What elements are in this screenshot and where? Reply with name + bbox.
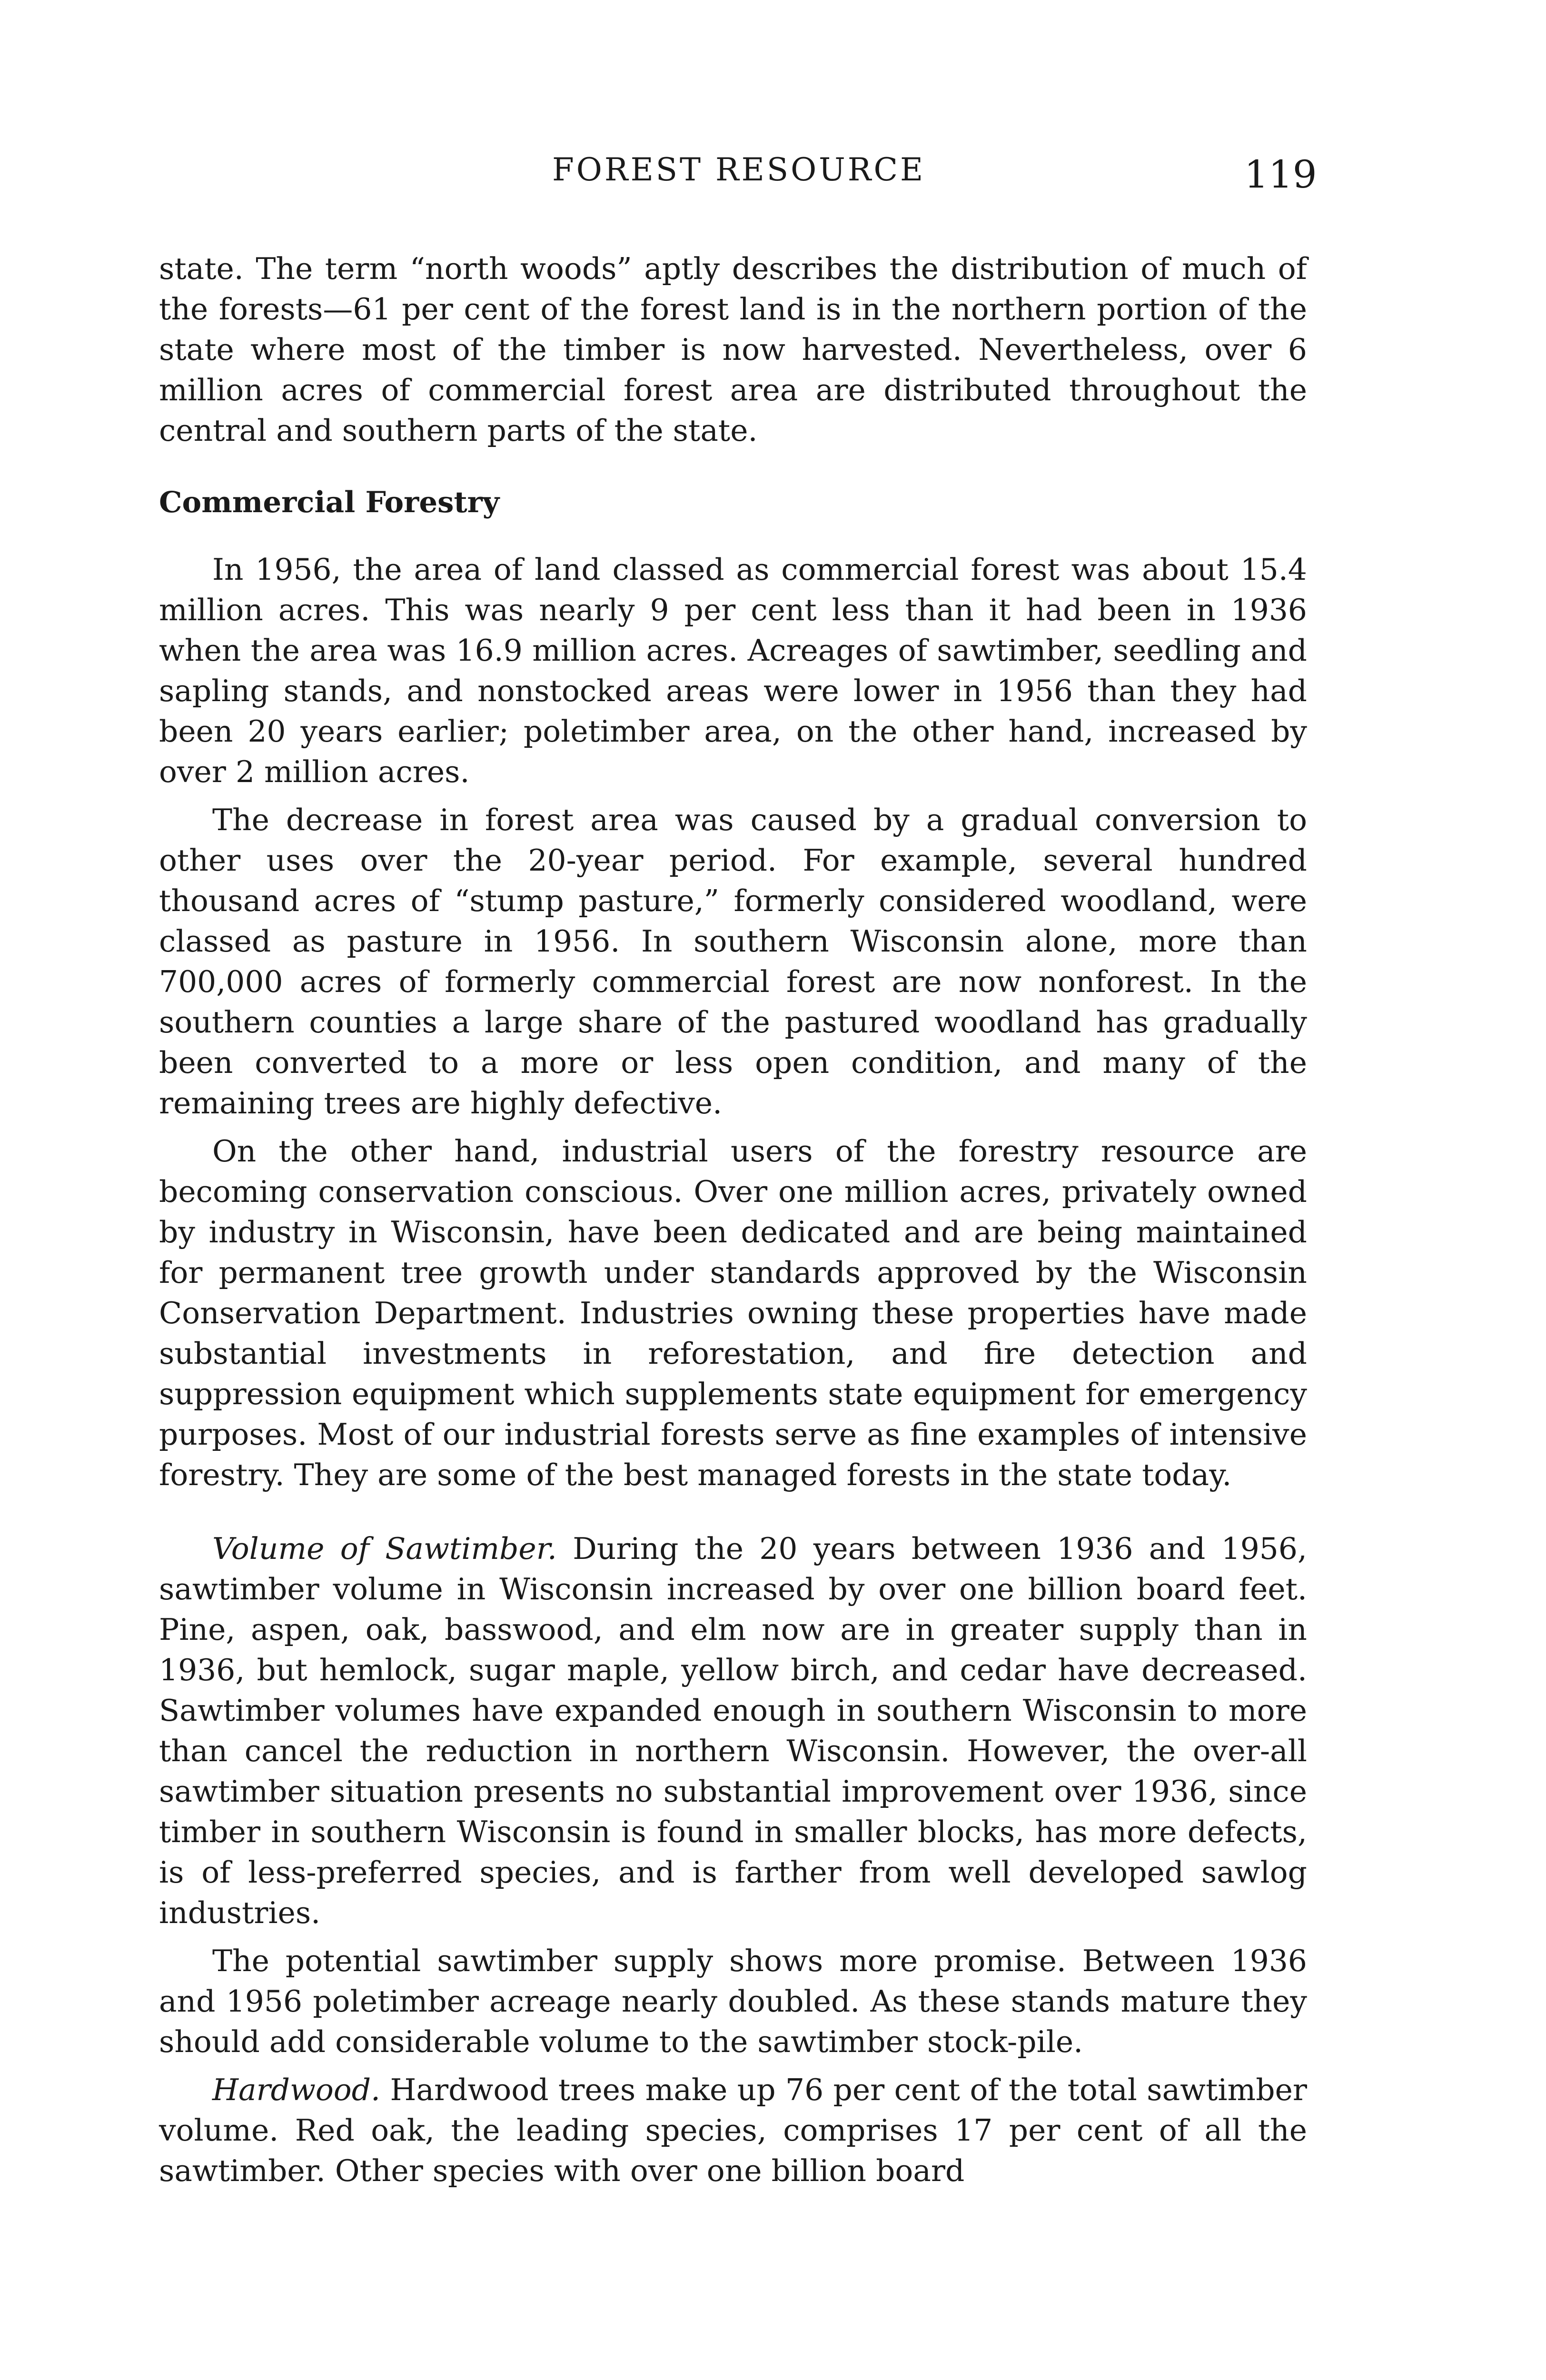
paragraph: On the other hand, industrial users of the forestry resource are becoming conservation conscious. Over one million acres, privately owned by industry in Wisconsin, have been dedicated and are being maintained for permanent tree growth under standards approved by the Wisconsin Conservation Department. Industries owning these properties have made substantial investments in reforestation, and fire detection and suppression equipment which supplements state equipment for emergency purposes. Most of our industrial forests serve as fine examples of intensive forestry. They are some of the best managed forests in the state today. [159, 1134, 1307, 1492]
paragraph-hardwood [159, 2070, 1307, 2191]
running-title: FOREST RESOURCE [552, 151, 926, 188]
page-number: 119 [1244, 152, 1317, 197]
paragraph: In 1956, the area of land classed as commercial forest was about 15.4 million acres. This was nearly 9 per cent less than it had been in 1936 when the area was 16.9 million acres. Acreages of sawtimber, seedling and sapling stands, and nonstocked areas were lower in 1956 than they had been 20 years earlier; poletimber area, on the other hand, increased by over 2 million acres. [159, 552, 1307, 789]
paragraph-continued: state. The term “north woods” aptly describes the distribution of much of the forests—61 per cent of the forest land is in the northern portion of the state where most of the timber is now harvested. Nevertheless, over 6 million acres of commercial forest area are distributed throughout the central and southern parts of the state. [159, 251, 1307, 448]
paragraph-text: Hardwood trees make up 76 per cent of the total sawtimber volume. Red oak, the leading species, comprises 17 per cent of all the sawtimber. Other species with over one billion board [159, 2073, 1307, 2188]
run-in-heading: Hardwood. [212, 2073, 381, 2107]
section-heading: Commercial Forestry [159, 486, 500, 519]
paragraph-volume-of-sawtimber [159, 1528, 1307, 1933]
paragraph: The decrease in forest area was caused by a gradual conversion to other uses over the 20-year period. For example, several hundred thousand acres of “stump pasture,” formerly considered woodland, were classed as pasture in 1956. In southern Wisconsin alone, more than 700,000 acres of formerly commercial forest are now nonforest. In the southern counties a large share of the pastured woodland has gradually been converted to a more or less open condition, and many of the remaining trees are highly defective. [159, 803, 1307, 1121]
run-in-heading: Volume of Sawtimber. [212, 1531, 557, 1566]
paragraph: The potential sawtimber supply shows more promise. Between 1936 and 1956 poletimber acreage nearly doubled. As these stands mature they should add considerable volume to the sawtimber stock-pile. [159, 1944, 1307, 2059]
paragraph-text: During the 20 years between 1936 and 1956, sawtimber volume in Wisconsin increased by over one billion board feet. Pine, aspen, oak, basswood, and elm now are in greater supply than in 1936, but hemlock, sugar maple, yellow birch, and cedar have decreased. Sawtimber volumes have expanded enough in southern Wisconsin to more than cancel the reduction in northern Wisconsin. However, the over-all sawtimber situation presents no substantial improvement over 1936, since timber in southern Wisconsin is found in smaller blocks, has more defects, is of less-preferred species, and is farther from well developed sawlog industries. [159, 1531, 1308, 1930]
body-text [159, 248, 1307, 2199]
running-head [0, 149, 1546, 196]
